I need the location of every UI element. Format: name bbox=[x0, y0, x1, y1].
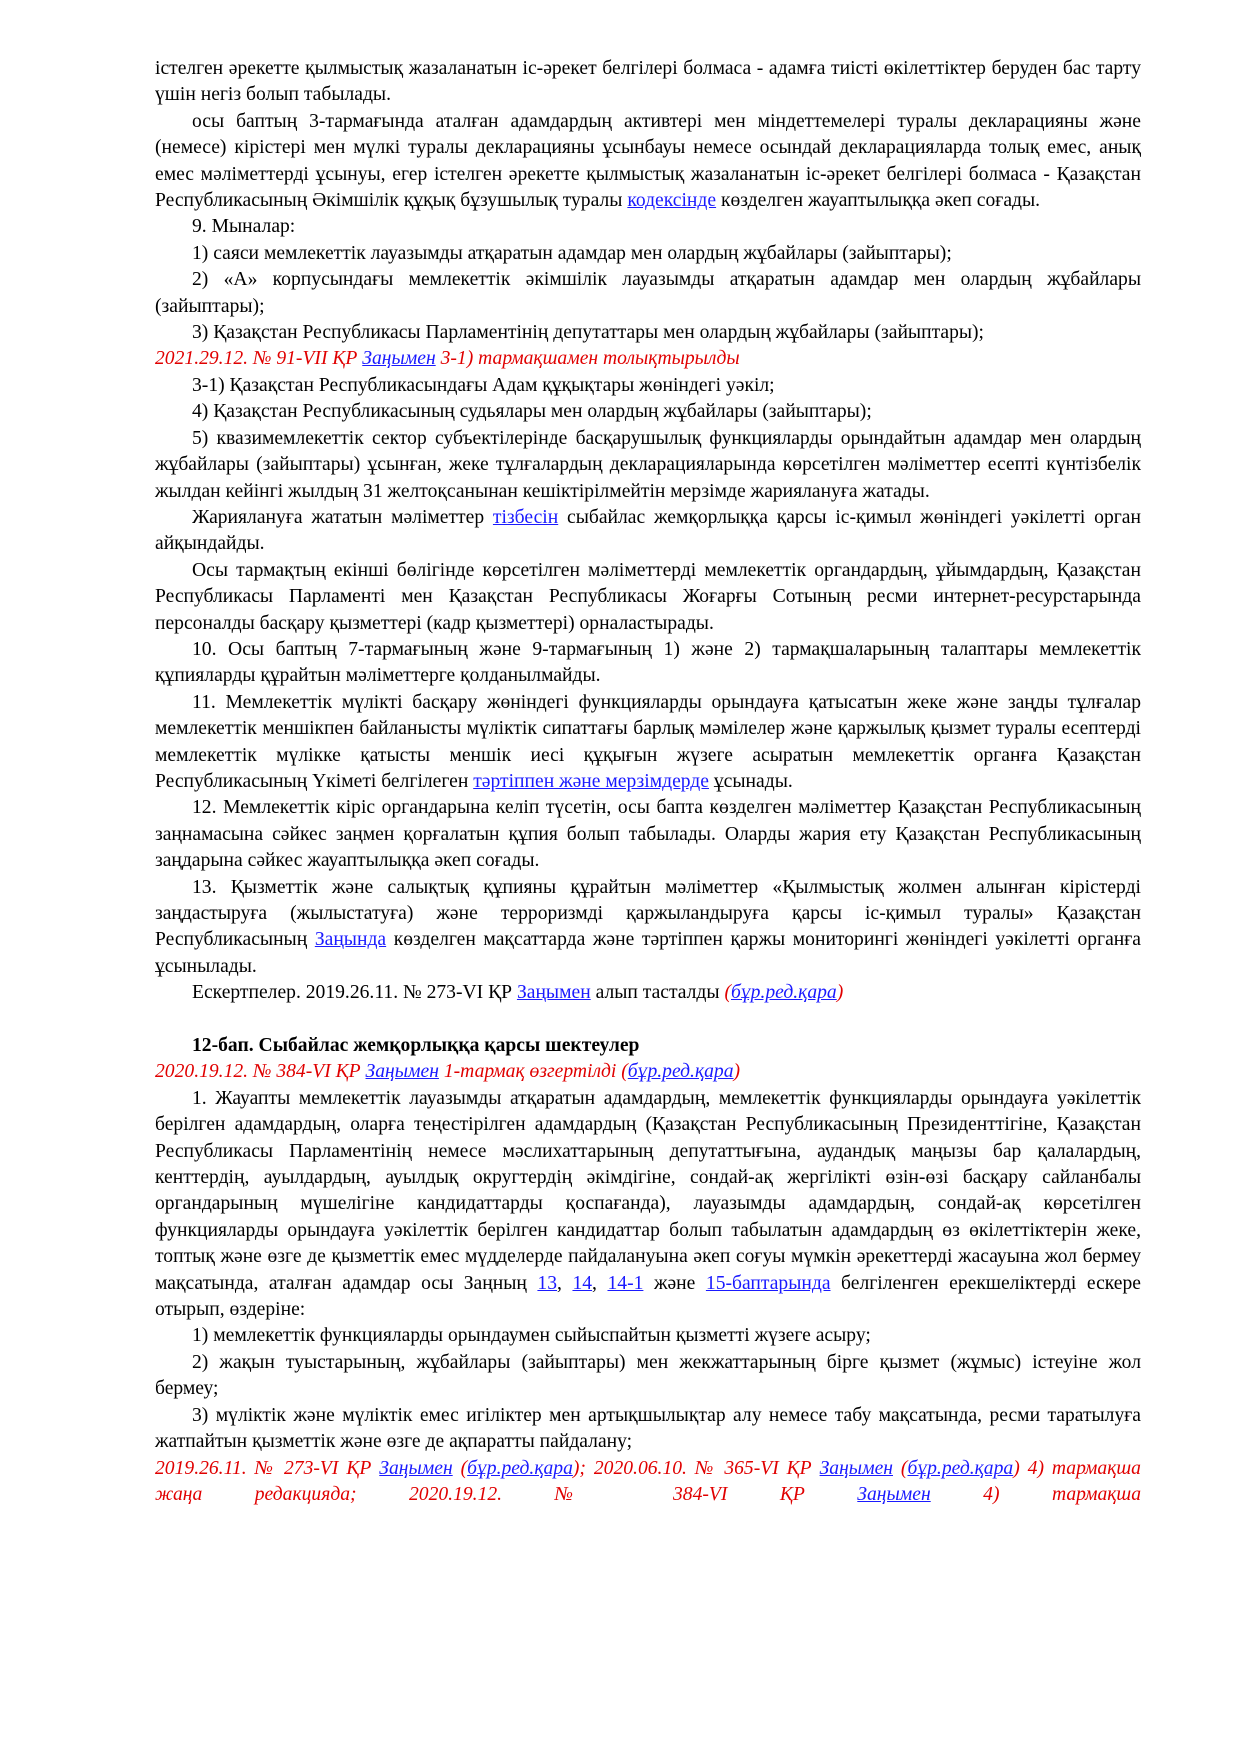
previous-edition-link[interactable]: бұр.ред.қара bbox=[467, 1457, 573, 1479]
paragraph-text: сыбайлас жемқорлыққа қарсы іс-қимыл жөніндегі уәкілетті орган айқындайды. bbox=[155, 506, 1141, 555]
document-page bbox=[155, 56, 1141, 1508]
list-item-3: 3) мүліктік және мүліктік емес игіліктер мен артықшылықтар алу немесе табу мақсатында, ресми таратылуға жатпайтын қызметтік және өзге де ақпаратты пайдалану; bbox=[155, 1404, 1141, 1453]
amendment-note bbox=[155, 1456, 1141, 1509]
law-link[interactable]: Заңымен bbox=[819, 1457, 893, 1479]
law-link[interactable]: Заңымен bbox=[857, 1483, 931, 1505]
item-10: 10. Осы баптың 7-тармағының және 9-тармағының 1) және 2) тармақшаларының талаптары мемлекеттік құпияларды құрайтын мәліметтерге қолданылмайды. bbox=[155, 638, 1141, 687]
note-text: ) bbox=[733, 1061, 741, 1083]
list-item-1: 1) мемлекеттік функцияларды орындаумен сыйыспайтын қызметті жүзеге асыру; bbox=[192, 1325, 871, 1347]
note-text: ( bbox=[452, 1457, 468, 1479]
article-15-link[interactable]: 15-баптарында bbox=[705, 1272, 831, 1294]
paragraph-text: көзделген жауаптылыққа әкеп соғады. bbox=[716, 190, 1041, 212]
paragraph: Осы тармақтың екінші бөлігінде көрсетілген мәліметтерді мемлекеттік органдардың, ұйымдардың, Қазақстан Республикасы Парламенті мен Қазақстан Республикасы Жоғарғы Сотының ресми интернет-ресурстарында персоналды басқару қызметтері (кадр қызметтері) орналастырады. bbox=[155, 559, 1141, 634]
article-heading: 12-бап. Сыбайлас жемқорлыққа қарсы шектеулер bbox=[192, 1035, 640, 1057]
code-link[interactable]: кодексінде bbox=[627, 190, 717, 212]
list-link[interactable]: тізбесін bbox=[492, 506, 559, 528]
note-bracket: ( bbox=[724, 982, 731, 1004]
paragraph-text: алып тасталды bbox=[590, 982, 725, 1004]
item-11 bbox=[155, 690, 1141, 796]
paragraph-text: 11. Мемлекеттік мүлікті басқару жөніндегі функцияларды орындауға қатысатын жеке және заңды тұлғалар мемлекеттік меншікпен байланысты мүліктік сипаттағы барлық мәмілелер және қаржылық қызмет туралы есептерді мемлекеттік мүлікке қатысты меншік иесі құқығын жүзеге асыратын мемлекеттік органға Қазақстан Республикасының Үкіметі белгілеген bbox=[155, 691, 1141, 792]
item-12: 12. Мемлекеттік кіріс органдарына келіп түсетін, осы бапта көзделген мәліметтер Қазақстан Республикасының заңнамасына сәйкес заңмен қорғалатын құпия болып табылады. Оларды жария ету Қазақстан Республикасының заңдарына сәйкес жауаптылыққа әкеп соғады. bbox=[155, 797, 1141, 872]
item-13 bbox=[155, 875, 1141, 981]
article-14-1-link[interactable]: 14-1 bbox=[607, 1272, 644, 1294]
list-item-4: 4) Қазақстан Республикасының судьялары мен олардың жұбайлары (зайыптары); bbox=[192, 401, 872, 423]
list-item-1: 1) саяси мемлекеттік лауазымды атқаратын адамдар мен олардың жұбайлары (зайыптары); bbox=[192, 242, 952, 264]
law-link[interactable]: Заңымен bbox=[516, 982, 591, 1004]
amendment-note bbox=[155, 1059, 1141, 1085]
note-bracket: ) bbox=[836, 982, 844, 1004]
note-text: ( bbox=[893, 1457, 908, 1479]
spacer bbox=[155, 1007, 1141, 1033]
list-item-3: 3) Қазақстан Республикасы Парламентінің депутаттары мен олардың жұбайлары (зайыптары); bbox=[192, 322, 985, 344]
law-link[interactable]: Заңымен bbox=[365, 1061, 439, 1083]
previous-edition-link[interactable]: бұр.ред.қара bbox=[907, 1457, 1014, 1479]
note-text: 3-1) тармақшамен толықтырылды bbox=[435, 348, 740, 370]
law-link[interactable]: Заңымен bbox=[379, 1457, 453, 1479]
procedure-link[interactable]: тәртіппен және мерзімдерде bbox=[473, 770, 709, 792]
list-item-5: 5) квазимемлекеттік сектор субъектілерінде басқарушылық функцияларды орындайтын адамдар мен олардың жұбайлары (зайыптары) ұсынған, жеке тұлғалардың декларацияларында көрсетілген мәліметтер есепті күнтізбелік жылдан кейінгі жылдың 31 желтоқсанынан кешіктірілмейтін мерзімде жариялануға жатады. bbox=[155, 427, 1141, 502]
item-9-intro: 9. Мыналар: bbox=[192, 216, 296, 238]
note-text: 2021.29.12. № 91-VII ҚР bbox=[155, 348, 363, 370]
paragraph-text: белгіленген ерекшеліктерді ескере отырып, өздеріне: bbox=[155, 1272, 1141, 1321]
paragraph-text: 13. Қызметтік және салықтық құпияны құрайтын мәліметтер «Қылмыстық жолмен алынған кірістерді заңдастыруға (жылыстатуға) және терроризмді қаржыландыруға қарсы іс-қимыл туралы» Қазақстан Республикасының bbox=[155, 876, 1141, 951]
note-text: 2020.19.12. № 384-VI ҚР bbox=[155, 1061, 366, 1083]
note-text: ) 4) тармақша жаңа редакцияда; 2020.19.12. № 384-VI ҚР bbox=[155, 1457, 1141, 1505]
article-12-item-1 bbox=[155, 1086, 1141, 1324]
list-item-2: 2) жақын туыстарының, жұбайлары (зайыптары) мен жекжаттарының бірге қызмет (жұмыс) істеуіне жол бермеу; bbox=[155, 1351, 1141, 1400]
amendment-note bbox=[155, 346, 1141, 372]
paragraph bbox=[155, 56, 1141, 109]
notes-paragraph bbox=[155, 980, 1141, 1006]
paragraph-text: 1. Жауапты мемлекеттік лауазымды атқаратын адамдардың, мемлекеттік функцияларды орындауға уәкілеттік берілген адамдардың, оларға теңестірілген адамдардың (Қазақстан Республикасының Президенттігіне, Қазақстан Республикасы Парламентінің немесе мәслихаттарының депутаттығына, аудандық маңызы бар қалалардың, кенттердің, ауылдардың, ауылдық округтердің әкімдігіне, сондай-ақ жергілікті өзін-өзі басқару сайланбалы органдарының мүшелігіне кандидаттарды қоспағанда), лауазымды адамдардың, сондай-ақ көрсетілген функцияларды орындауға уәкілеттік берілген кандидаттар болып табылатын адамдардың өз өкілеттіктерін жеке, топтық және өзге де қызметтік емес мүдделерде пайдалануына әкеп соғуы мүмкін әрекеттерді жасауына жол бермеу мақсатында, аталған адамдар осы Заңның bbox=[155, 1087, 1141, 1294]
paragraph-text: көзделген мақсаттарда және тәртіппен қаржы мониторингі жөніндегі уәкілетті органға ұсынылады. bbox=[155, 929, 1141, 977]
paragraph-text: Жариялануға жататын мәліметтер bbox=[192, 506, 493, 528]
paragraph bbox=[155, 505, 1141, 558]
note-text: 2019.26.11. № 273-VI ҚР bbox=[155, 1457, 380, 1479]
note-text: 1-тармақ өзгертілді ( bbox=[438, 1061, 628, 1083]
separator: және bbox=[643, 1272, 706, 1294]
paragraph-text: осы баптың 3-тармағында аталған адамдардың активтері мен міндеттемелері туралы декларацияны және (немесе) кірістері мен мүлкі туралы декларацияны ұсынбауы немесе осындай декларацияларда толық емес, анық емес мәліметтерді ұсынуы, егер істелген әрекетте қылмыстық жазаланатын іс-әрекет белгілері болмаса - Қазақстан Республикасының Әкімшілік құқық бұзушылық туралы bbox=[155, 110, 1141, 212]
article-13-link[interactable]: 13 bbox=[537, 1272, 558, 1294]
separator: , bbox=[592, 1272, 608, 1294]
paragraph bbox=[155, 109, 1141, 215]
paragraph-text: Ескертпелер. 2019.26.11. № 273-VI ҚР bbox=[192, 982, 517, 1004]
separator: , bbox=[557, 1272, 573, 1294]
article-14-link[interactable]: 14 bbox=[572, 1272, 593, 1294]
paragraph-text: ұсынады. bbox=[708, 770, 793, 792]
paragraph-text: істелген әрекетте қылмыстық жазаланатын іс-әрекет белгілері болмаса - адамға тиісті өкілеттіктер беруден бас тарту үшін негіз болып табылады. bbox=[155, 58, 1141, 106]
law-link[interactable]: Заңымен bbox=[362, 348, 436, 370]
law-link[interactable]: Заңында bbox=[314, 929, 387, 951]
previous-edition-link[interactable]: бұр.ред.қара bbox=[627, 1061, 734, 1083]
list-item-2: 2) «А» корпусындағы мемлекеттік әкімшілік лауазымды атқаратын адамдар мен олардың жұбайлары (зайыптары); bbox=[155, 269, 1141, 317]
note-text: ); 2020.06.10. № 365-VI ҚР bbox=[572, 1457, 820, 1479]
list-item-3-1: 3-1) Қазақстан Республикасындағы Адам құқықтары жөніндегі уәкіл; bbox=[192, 374, 775, 396]
note-text: 4) тармақша bbox=[930, 1483, 1142, 1505]
previous-edition-link[interactable]: бұр.ред.қара bbox=[731, 982, 837, 1004]
